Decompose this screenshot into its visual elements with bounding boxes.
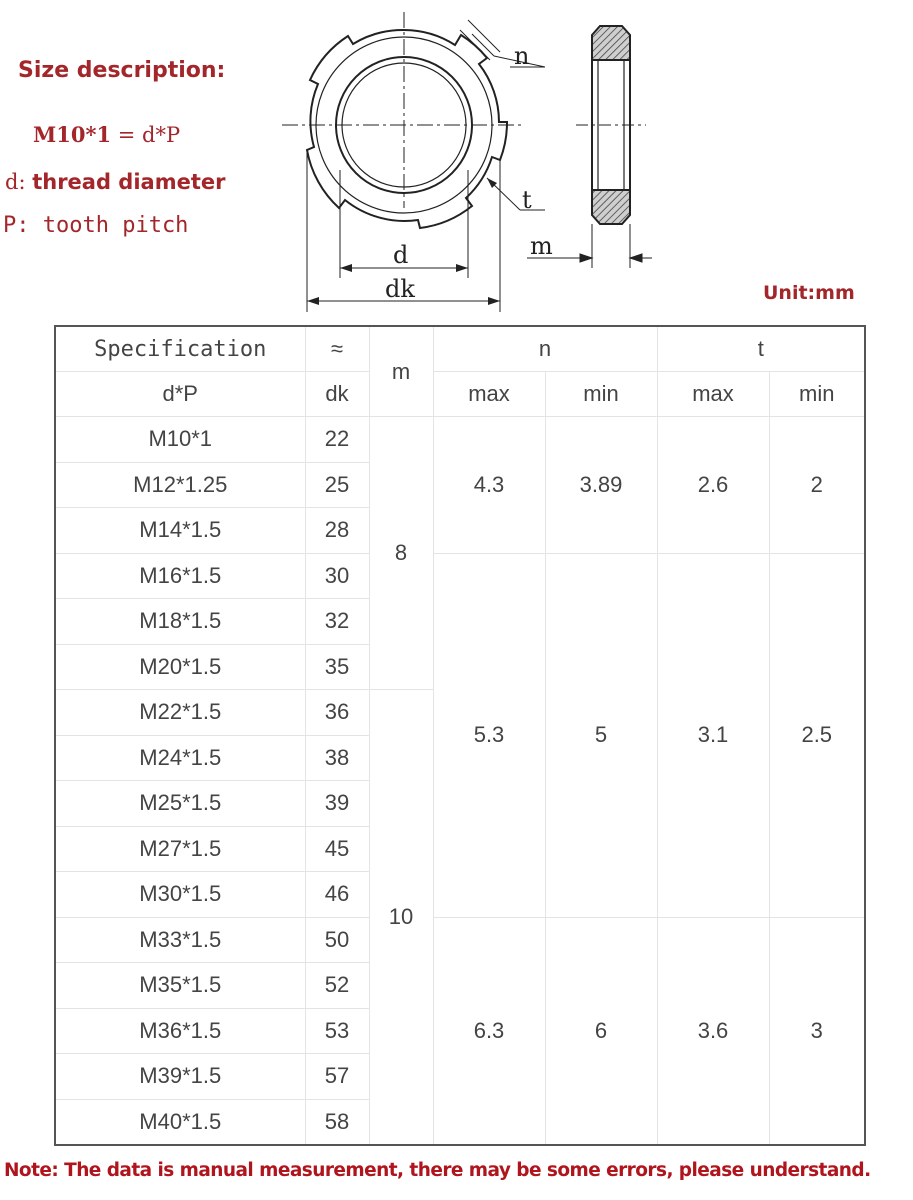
- header-approx: ≈: [305, 326, 369, 372]
- t-max-cell: 2.6: [657, 417, 769, 554]
- t-max-cell: 3.6: [657, 917, 769, 1145]
- formula-definition: = d*P: [111, 123, 181, 147]
- n-min-cell: 3.89: [545, 417, 657, 554]
- n-min-cell: 5: [545, 553, 657, 917]
- spec-cell: M14*1.5: [55, 508, 305, 554]
- spec-cell: M20*1.5: [55, 644, 305, 690]
- table-row: [55, 417, 865, 463]
- p-definition: P: tooth pitch: [3, 213, 189, 238]
- label-t: t: [522, 186, 532, 214]
- spec-cell: M24*1.5: [55, 735, 305, 781]
- header-dxp: d*P: [55, 372, 305, 417]
- spec-cell: M40*1.5: [55, 1099, 305, 1145]
- unit-label: Unit:mm: [763, 282, 855, 304]
- specification-table: [54, 325, 866, 1146]
- spec-cell: M30*1.5: [55, 872, 305, 918]
- front-view: [282, 12, 545, 312]
- dk-cell: 36: [305, 690, 369, 736]
- label-n: n: [514, 42, 530, 70]
- t-max-cell: 3.1: [657, 553, 769, 917]
- dk-cell: 32: [305, 599, 369, 645]
- dk-cell: 52: [305, 963, 369, 1009]
- n-max-cell: 4.3: [433, 417, 545, 554]
- footer-note: Note: The data is manual measurement, there may be some errors, please understand.: [4, 1160, 871, 1181]
- n-max-cell: 6.3: [433, 917, 545, 1145]
- dk-cell: 46: [305, 872, 369, 918]
- n-min-cell: 6: [545, 917, 657, 1145]
- size-description-title: Size description:: [18, 58, 226, 83]
- header-n-max: max: [433, 372, 545, 417]
- nut-technical-drawing: [0, 0, 913, 320]
- spec-cell: M27*1.5: [55, 826, 305, 872]
- spec-cell: M16*1.5: [55, 553, 305, 599]
- dk-cell: 50: [305, 917, 369, 963]
- dk-cell: 28: [305, 508, 369, 554]
- dk-cell: 58: [305, 1099, 369, 1145]
- label-m: m: [530, 232, 553, 260]
- table-row: [55, 553, 865, 599]
- header-m: m: [369, 326, 433, 417]
- m-cell: 10: [369, 690, 433, 1146]
- spec-cell: M10*1: [55, 417, 305, 463]
- spec-cell: M33*1.5: [55, 917, 305, 963]
- dk-cell: 38: [305, 735, 369, 781]
- dk-cell: 35: [305, 644, 369, 690]
- d-prefix: d:: [5, 170, 33, 194]
- header-n: n: [433, 326, 657, 372]
- spec-cell: M12*1.25: [55, 462, 305, 508]
- t-min-cell: 2: [769, 417, 865, 554]
- dk-cell: 53: [305, 1008, 369, 1054]
- header-t-max: max: [657, 372, 769, 417]
- header-n-min: min: [545, 372, 657, 417]
- dk-cell: 22: [305, 417, 369, 463]
- dk-cell: 25: [305, 462, 369, 508]
- n-max-cell: 5.3: [433, 553, 545, 917]
- t-min-cell: 2.5: [769, 553, 865, 917]
- header-specification: Specification: [55, 326, 305, 372]
- spec-cell: M18*1.5: [55, 599, 305, 645]
- t-min-cell: 3: [769, 917, 865, 1145]
- dk-cell: 30: [305, 553, 369, 599]
- header-t-min: min: [769, 372, 865, 417]
- table-header-row-2: [55, 372, 865, 417]
- spec-cell: M36*1.5: [55, 1008, 305, 1054]
- label-dk: dk: [385, 275, 415, 303]
- spec-cell: M35*1.5: [55, 963, 305, 1009]
- header-dk: dk: [305, 372, 369, 417]
- d-text: thread diameter: [32, 170, 226, 194]
- m-cell: 8: [369, 417, 433, 690]
- spec-cell: M22*1.5: [55, 690, 305, 736]
- label-d: d: [393, 241, 409, 269]
- dk-cell: 45: [305, 826, 369, 872]
- dk-cell: 57: [305, 1054, 369, 1100]
- spec-cell: M25*1.5: [55, 781, 305, 827]
- formula-example: M10*1: [33, 122, 112, 147]
- table-header-row-1: [55, 326, 865, 372]
- table-row: [55, 917, 865, 963]
- spec-cell: M39*1.5: [55, 1054, 305, 1100]
- header-t: t: [657, 326, 865, 372]
- dk-cell: 39: [305, 781, 369, 827]
